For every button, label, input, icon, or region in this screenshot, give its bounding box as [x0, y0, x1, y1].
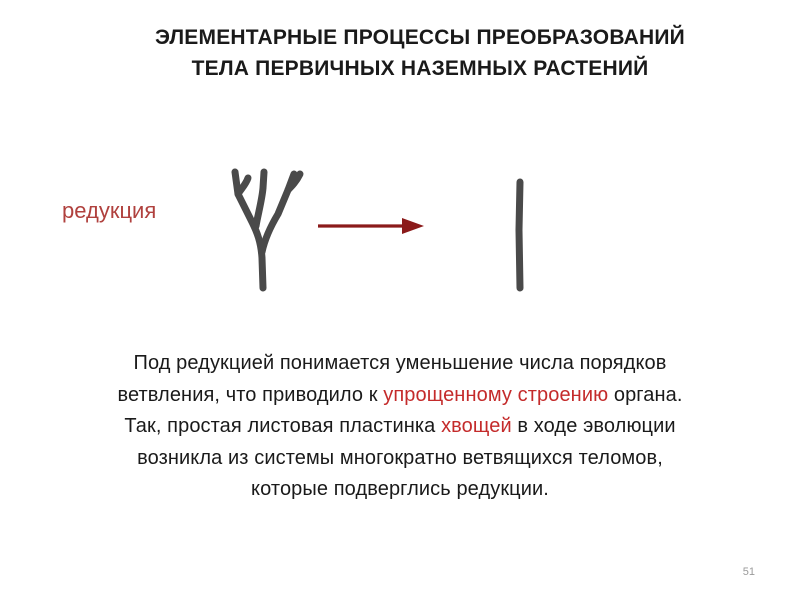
description-line-3-end: в ходе эволюции — [511, 415, 676, 437]
arrow-head — [402, 218, 424, 234]
description-line-3-start: Так, простая листовая пластинка — [124, 415, 442, 437]
arrow-right-icon — [318, 218, 424, 234]
slide-title — [80, 22, 760, 84]
description-paragraph — [20, 348, 780, 506]
description-line-5: которые подверглись редукции. — [251, 478, 549, 500]
process-label: редукция — [62, 198, 157, 223]
description-line-2-start: ветвления, что приводило к — [117, 383, 384, 406]
slide-title-line-2: ТЕЛА ПЕРВИЧНЫХ НАЗЕМНЫХ РАСТЕНИЙ — [191, 57, 649, 80]
highlight-simplified-structure: упрощенному строению — [383, 383, 609, 406]
branched-telome-icon — [235, 172, 300, 288]
single-axis-icon — [519, 182, 520, 288]
description-line-4: возникла из системы многократно ветвящихся теломов, — [137, 446, 663, 469]
description-line-2-end: органа. — [608, 383, 683, 406]
reduction-diagram — [220, 160, 560, 300]
highlight-horsetails: хвощей — [441, 415, 512, 437]
telome-mid-fork — [256, 172, 264, 226]
slide-title-line-1: ЭЛЕМЕНТАРНЫЕ ПРОЦЕССЫ ПРЕОБРАЗОВАНИЙ — [155, 26, 685, 49]
single-axis-stem — [519, 182, 520, 288]
description-line-2 — [20, 380, 780, 412]
description-line-3 — [20, 411, 780, 443]
page-number: 51 — [742, 566, 755, 578]
description-line-1: Под редукцией понимается уменьшение числа порядков — [133, 352, 667, 374]
